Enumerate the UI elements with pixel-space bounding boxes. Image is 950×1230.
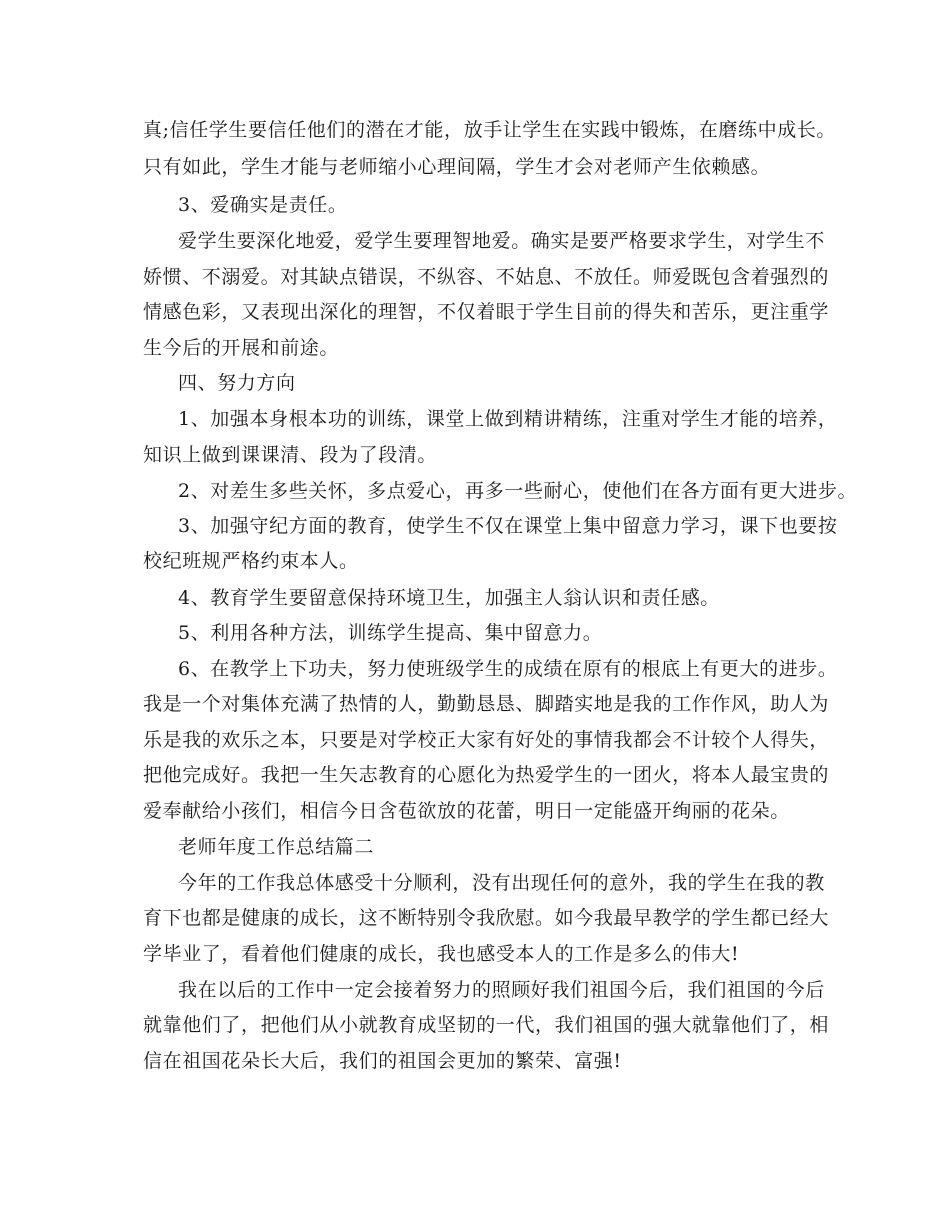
text-line: 1、加强本身根本功的训练，课堂上做到精讲精练，注重对学生才能的培养， bbox=[178, 408, 838, 430]
text-line: 只有如此，学生才能与老师缩小心理间隔，学生才会对老师产生依赖感。 bbox=[143, 156, 771, 178]
text-line: 生今后的开展和前途。 bbox=[143, 337, 340, 359]
text-line: 育下也都是健康的成长，这不断特别令我欣慰。如今我最早教学的学生都已经大 bbox=[143, 907, 830, 929]
text-line: 4、教育学生要留意保持环境卫生，加强主人翁认识和责任感。 bbox=[178, 587, 720, 609]
text-line: 5、利用各种方法，训练学生提高、集中留意力。 bbox=[178, 622, 603, 644]
text-line: 2、对差生多些关怀，多点爱心，再多一些耐心，使他们在各方面有更大进步。 bbox=[178, 480, 858, 502]
text-line: 学毕业了，看着他们健康的成长，我也感受本人的工作是多么的伟大! bbox=[143, 943, 740, 965]
text-line: 校纪班规严格约束本人。 bbox=[143, 550, 359, 572]
text-line: 知识上做到课课清、段为了段清。 bbox=[143, 444, 438, 466]
text-line: 我是一个对集体充满了热情的人，勤勤恳恳、脚踏实地是我的工作作风，助人为 bbox=[143, 693, 830, 715]
text-line: 爱奉献给小孩们，相信今日含苞欲放的花蕾，明日一定能盛开绚丽的花朵。 bbox=[143, 800, 790, 822]
text-line: 3、加强守纪方面的教育，使学生不仅在课堂上集中留意力学习，课下也要按 bbox=[178, 515, 838, 537]
section-heading: 四、努力方向 bbox=[178, 372, 296, 394]
text-line: 今年的工作我总体感受十分顺利，没有出现任何的意外，我的学生在我的教 bbox=[178, 872, 825, 894]
text-line: 3、爱确实是责任。 bbox=[178, 194, 348, 216]
text-line: 真;信任学生要信任他们的潜在才能，放手让学生在实践中锻炼，在磨练中成长。 bbox=[143, 119, 837, 141]
text-line: 6、在教学上下功夫，努力使班级学生的成绩在原有的根底上有更大的进步。 bbox=[178, 658, 838, 680]
text-line: 信在祖国花朵长大后，我们的祖国会更加的繁荣、富强! bbox=[143, 1050, 622, 1072]
text-line: 娇惯、不溺爱。对其缺点错误，不纵容、不姑息、不放任。师爱既包含着强烈的 bbox=[143, 266, 830, 288]
section-heading: 老师年度工作总结篇二 bbox=[178, 836, 375, 858]
text-line: 就靠他们了，把他们从小就教育成坚韧的一代，我们祖国的强大就靠他们了，相 bbox=[143, 1014, 830, 1036]
text-line: 我在以后的工作中一定会接着努力的照顾好我们祖国今后，我们祖国的今后 bbox=[178, 979, 825, 1001]
text-line: 乐是我的欢乐之本，只要是对学校正大家有好处的事情我都会不计较个人得失， bbox=[143, 729, 830, 751]
text-line: 把他完成好。我把一生矢志教育的心愿化为热爱学生的一团火，将本人最宝贵的 bbox=[143, 764, 830, 786]
text-line: 情感色彩，又表现出深化的理智，不仅着眼于学生目前的得失和苦乐，更注重学 bbox=[143, 301, 830, 323]
text-line: 爱学生要深化地爱，爱学生要理智地爱。确实是要严格要求学生，对学生不 bbox=[178, 230, 825, 252]
